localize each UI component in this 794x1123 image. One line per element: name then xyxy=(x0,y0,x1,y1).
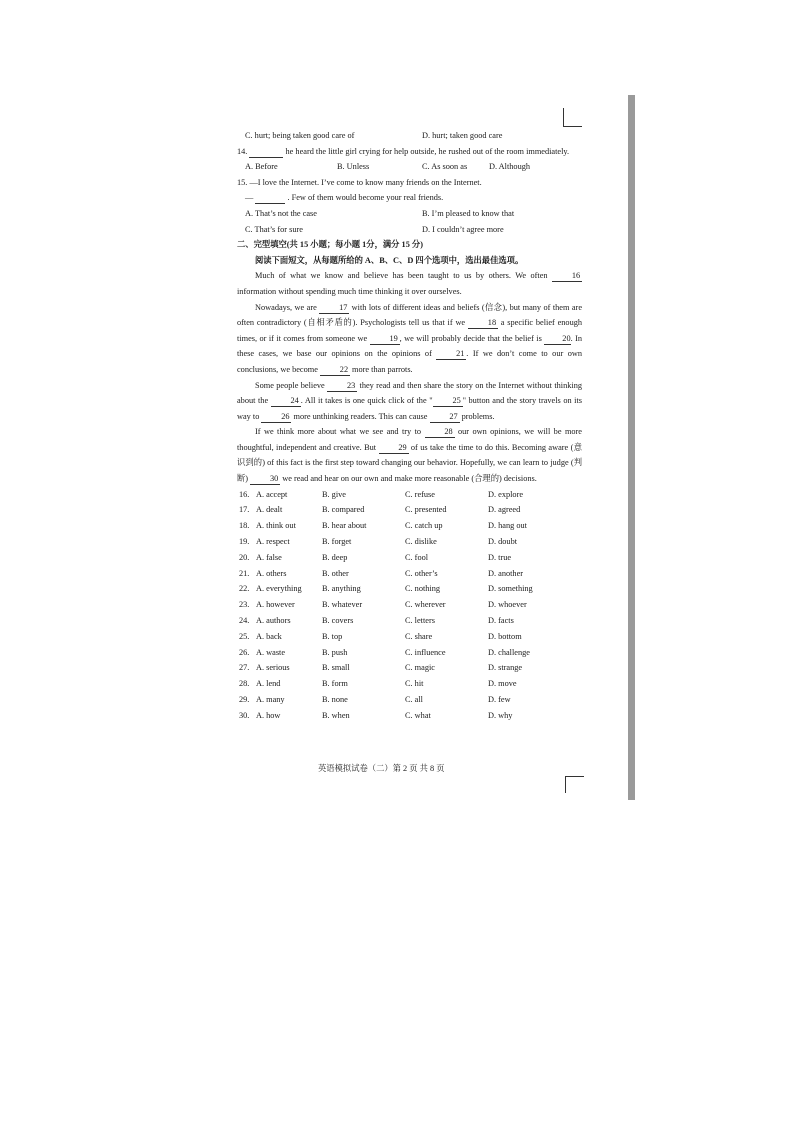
page-footer: 英语模拟试卷（二）第 2 页 共 8 页 xyxy=(318,764,445,773)
option-row xyxy=(237,613,582,629)
option-b: B. anything xyxy=(322,584,361,594)
passage-text: If we think more about what we see and try to xyxy=(255,427,422,437)
option-b: B. forget xyxy=(322,537,352,547)
option-d: D. strange xyxy=(488,663,523,673)
option-a: A. others xyxy=(256,568,287,578)
q15-option-b: B. I’m pleased to know that xyxy=(422,208,515,218)
q15-reply xyxy=(237,190,582,206)
option-number: 18. xyxy=(239,521,250,531)
blank-23: 23 xyxy=(327,381,357,392)
passage-text: we read and hear on our own and make more reasonable (合理的) decisions. xyxy=(282,474,537,484)
option-a: A. dealt xyxy=(256,505,283,515)
option-b: B. top xyxy=(322,631,343,641)
option-number: 22. xyxy=(239,584,250,594)
option-d: D. explore xyxy=(488,489,524,499)
option-row xyxy=(237,692,582,708)
blank-16: 16 xyxy=(552,271,582,282)
option-row xyxy=(237,502,582,518)
option-c: C. nothing xyxy=(405,584,441,594)
q14-stem xyxy=(237,144,582,160)
option-number: 28. xyxy=(239,679,250,689)
q13-options-row xyxy=(237,128,582,144)
passage-text: Much of what we know and believe has been taught to us by others. We often xyxy=(255,271,548,281)
option-d: D. move xyxy=(488,679,517,689)
q15-stem: 15. —I love the Internet. I’ve come to know many friends on the Internet. xyxy=(237,177,482,187)
option-a: A. think out xyxy=(256,521,296,531)
option-c: C. magic xyxy=(405,663,435,673)
blank-25: 25 xyxy=(433,396,463,407)
option-d: D. whoever xyxy=(488,600,527,610)
option-b: B. form xyxy=(322,679,348,689)
option-row xyxy=(237,581,582,597)
blank-22: 22 xyxy=(320,365,350,376)
q13-option-c: C. hurt; being taken good care of xyxy=(245,131,355,140)
option-b: B. covers xyxy=(322,616,354,626)
option-d: D. true xyxy=(488,552,512,562)
option-c: C. refuse xyxy=(405,489,435,499)
option-number: 25. xyxy=(239,631,250,641)
option-c: C. catch up xyxy=(405,521,443,531)
option-a: A. accept xyxy=(256,489,288,499)
option-row xyxy=(237,708,582,724)
passage-text: of us take the time to do this. Becoming aware (意识到的) of this fact is the first step toward changing our behavior. Hopefully, we can learn to judge (判断) xyxy=(237,442,582,484)
option-c: C. wherever xyxy=(405,600,446,610)
option-a: A. back xyxy=(256,631,282,641)
option-row xyxy=(237,487,582,503)
option-d: D. agreed xyxy=(488,505,521,515)
blank-20: 20 xyxy=(544,334,570,345)
option-a: A. false xyxy=(256,552,282,562)
q14-options-row xyxy=(237,159,582,175)
q15-options-row-2 xyxy=(237,222,582,238)
blank-19: 19 xyxy=(370,334,400,345)
option-b: B. give xyxy=(322,489,346,499)
option-c: C. other’s xyxy=(405,568,438,578)
passage-text: . If we don’t come to our own conclusions, we become xyxy=(237,349,582,374)
passage-text: information without spending much time thinking it over ourselves. xyxy=(237,286,462,296)
section-heading: 二、完型填空(共 15 小题；每小题 1分，满分 15 分) xyxy=(237,240,423,250)
q14-option-a: A. Before xyxy=(245,162,278,172)
option-a: A. respect xyxy=(256,537,290,547)
passage-text: . In these cases, we base our opinions on the opinions of xyxy=(237,333,583,359)
blank-27: 27 xyxy=(430,412,460,423)
blank-21: 21 xyxy=(436,349,466,360)
option-a: A. how xyxy=(256,710,281,720)
option-row xyxy=(237,534,582,550)
q14-blank xyxy=(249,147,283,158)
option-c: C. hit xyxy=(405,679,424,689)
option-number: 20. xyxy=(239,552,250,562)
option-a: A. however xyxy=(256,600,295,610)
option-d: D. another xyxy=(488,568,524,578)
option-row xyxy=(237,566,582,582)
option-c: C. share xyxy=(405,631,433,641)
passage-text: Nowadays, we are xyxy=(255,302,317,312)
option-number: 21. xyxy=(239,568,250,578)
passage-paragraph-4 xyxy=(237,424,582,486)
passage-text: . All it takes is one quick click of the " xyxy=(300,396,433,406)
option-a: A. everything xyxy=(256,584,302,594)
option-d: D. why xyxy=(488,710,513,720)
blank-26: 26 xyxy=(261,412,291,423)
blank-17: 17 xyxy=(319,303,349,314)
q14-option-b: B. Unless xyxy=(337,162,370,172)
option-row xyxy=(237,629,582,645)
option-number: 23. xyxy=(239,600,250,610)
option-c: C. presented xyxy=(405,505,447,515)
option-b: B. small xyxy=(322,663,350,673)
passage-text: Some people believe xyxy=(255,380,325,390)
passage-text: " button and the story travels on its way to xyxy=(237,396,583,421)
passage-text: problems. xyxy=(461,411,495,421)
option-row xyxy=(237,550,582,566)
q14-option-c: C. As soon as xyxy=(422,162,468,172)
option-number: 30. xyxy=(239,710,250,720)
option-b: B. whatever xyxy=(322,600,363,610)
passage-paragraph-3 xyxy=(237,378,582,425)
option-d: D. hang out xyxy=(488,521,527,531)
option-b: B. deep xyxy=(322,552,348,562)
option-c: C. fool xyxy=(405,552,429,562)
option-c: C. letters xyxy=(405,616,435,626)
exam-page xyxy=(237,128,582,724)
blank-18: 18 xyxy=(468,318,498,329)
q15-option-d: D. I couldn’t agree more xyxy=(422,224,504,234)
passage-paragraph-1 xyxy=(237,268,582,299)
option-row xyxy=(237,676,582,692)
option-b: B. compared xyxy=(322,505,365,515)
option-number: 24. xyxy=(239,616,250,626)
blank-30: 30 xyxy=(250,474,280,485)
q14-stem-text: he heard the little girl crying for help outside, he rushed out of the room immediately. xyxy=(285,146,570,156)
passage-text: more unthinking readers. This can cause xyxy=(293,411,428,421)
crop-mark-top xyxy=(563,108,582,127)
q15-blank xyxy=(255,193,285,204)
option-b: B. when xyxy=(322,710,350,720)
q15-reply-text: . Few of them would become your real friends. xyxy=(287,193,444,203)
passage-text: more than parrots. xyxy=(352,364,413,374)
option-a: A. many xyxy=(256,695,285,705)
scan-shadow-edge xyxy=(628,95,635,800)
option-c: C. dislike xyxy=(405,537,437,547)
option-number: 16. xyxy=(239,489,250,499)
option-d: D. challenge xyxy=(488,647,530,657)
option-row xyxy=(237,597,582,613)
passage-text: they read and then share the story on the Internet without thinking about the xyxy=(237,380,583,406)
option-number: 17. xyxy=(239,505,250,515)
blank-29: 29 xyxy=(379,443,409,454)
option-b: B. hear about xyxy=(322,521,367,531)
option-d: D. doubt xyxy=(488,537,518,547)
option-a: A. serious xyxy=(256,663,290,673)
blank-28: 28 xyxy=(425,427,455,438)
option-b: B. push xyxy=(322,647,348,657)
option-number: 26. xyxy=(239,647,250,657)
passage-text: a specific belief enough times, or if it comes from someone we xyxy=(237,318,583,343)
q15-dash: — xyxy=(245,193,254,203)
passage-text: , we will probably decide that the belief is xyxy=(399,333,542,343)
option-d: D. something xyxy=(488,584,533,594)
option-c: C. all xyxy=(405,695,423,705)
option-b: B. other xyxy=(322,568,349,578)
option-c: C. what xyxy=(405,710,431,720)
option-d: D. few xyxy=(488,695,511,705)
passage-paragraph-2 xyxy=(237,300,582,378)
option-row xyxy=(237,660,582,676)
blank-24: 24 xyxy=(271,396,301,407)
option-row xyxy=(237,518,582,534)
q14-option-d: D. Although xyxy=(489,162,531,172)
section-instruction: 阅读下面短文，从每题所给的 A、B、C、D 四个选项中，选出最佳选项。 xyxy=(255,255,524,265)
option-a: A. authors xyxy=(256,616,291,626)
crop-mark-bottom xyxy=(565,776,584,793)
option-a: A. waste xyxy=(256,647,286,657)
option-row xyxy=(237,645,582,661)
option-number: 19. xyxy=(239,537,250,547)
option-d: D. facts xyxy=(488,616,514,626)
answer-options-list xyxy=(237,487,582,724)
q15-option-c: C. That’s for sure xyxy=(245,224,303,234)
option-b: B. none xyxy=(322,695,348,705)
q15-option-a: A. That’s not the case xyxy=(245,208,317,218)
option-number: 27. xyxy=(239,663,250,673)
option-number: 29. xyxy=(239,695,250,705)
option-c: C. influence xyxy=(405,647,446,657)
q13-option-d: D. hurt; taken good care xyxy=(422,131,503,140)
option-a: A. lend xyxy=(256,679,281,689)
q14-number: 14. xyxy=(237,146,248,156)
passage-text: our own opinions, we will be more thoughtful, independent and creative. But xyxy=(237,427,582,452)
passage-text: with lots of different ideas and beliefs (信念), but many of them are often contradictory (自相矛盾的). Psychologists tell us that if we xyxy=(237,302,582,328)
option-d: D. bottom xyxy=(488,631,522,641)
q15-options-row-1 xyxy=(237,206,582,222)
